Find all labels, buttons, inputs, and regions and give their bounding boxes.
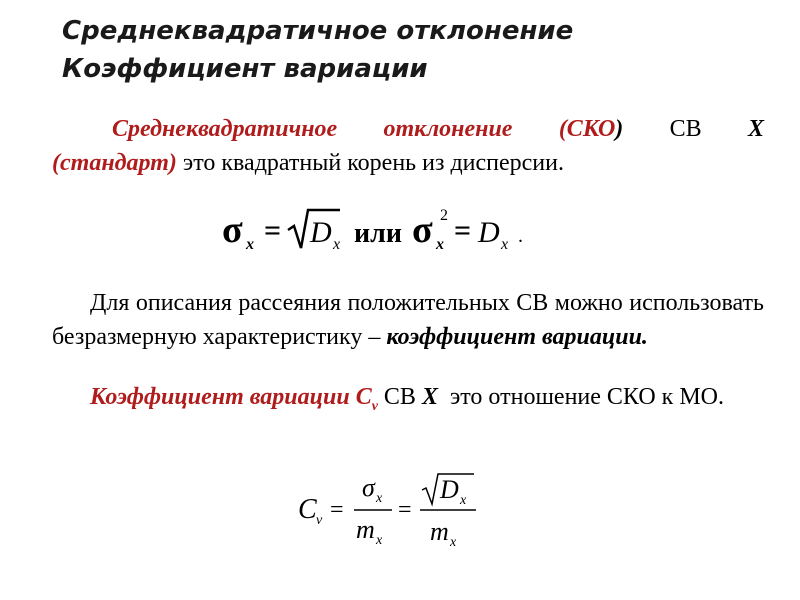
sub-x-d: x [333,236,341,253]
dispersion-body: Для описания рассеяния положительных СВ можно использовать безразмерную характеристику – [52,290,764,350]
paragraph-definition [52,112,764,180]
paragraph-dispersion [52,286,764,354]
sigma-f: σ [362,473,375,502]
equals-f1: = [330,497,344,523]
term-sko: Среднеквадратичное отклонение [112,116,513,142]
c-symbol: C [355,384,372,410]
d-symbol-2: D [478,216,500,249]
term-coefficient-variation: Коэффициент вариации [90,384,350,410]
term-standard: (стандарт) [52,150,177,176]
definition-rest: это квадратный корень из дисперсии. [182,150,564,176]
sub-x-f3: x [460,493,467,508]
slide-title [62,12,782,88]
dispersion-text [52,286,764,354]
period: . [518,225,523,247]
m-f1: m [356,515,375,544]
coefficient-text [52,380,764,424]
definition-line-2 [52,146,764,180]
sigma-symbol-2: σ [412,209,433,251]
abbr-close: ) [615,116,624,142]
title-line-1: Среднеквадратичное отклонение [62,16,574,46]
m-f2: m [430,517,449,546]
equals-sign: = [264,214,282,247]
term-coefficient: коэффициент вариации. [386,324,648,350]
sub-x-2: x [436,236,444,253]
sub-x-f1: x [376,491,383,506]
sub-x: x [246,236,254,253]
v-subscript: v [371,398,378,414]
exponent-2: 2 [440,207,448,224]
v-sub-f: v [316,513,323,528]
d-f: D [440,475,459,504]
equals-sign-2: = [454,214,472,247]
sigma-symbol: σ [222,209,243,251]
sub-x-f2: x [376,533,383,548]
sv-text: СВ [669,116,702,142]
sv-text-2: СВ [383,384,416,410]
title-line-2: Коэффициент вариации [62,54,428,84]
paragraph-coefficient [52,380,764,424]
formula-coefficient [296,468,496,558]
formula-sigma-sqrt-d [222,204,542,256]
var-x: X [748,116,765,142]
definition-line-1 [52,112,764,146]
abbr-sko: (СКО [558,116,616,142]
sub-x-f4: x [450,535,457,550]
equals-f2: = [398,497,412,523]
var-x-2: X [421,384,438,410]
c-symbol-f: C [298,494,317,525]
coefficient-rest: это отношение СКО к МО. [449,384,724,410]
ili-word: или [354,218,402,249]
d-symbol: D [310,216,332,249]
sub-x-d-2: x [501,236,509,253]
